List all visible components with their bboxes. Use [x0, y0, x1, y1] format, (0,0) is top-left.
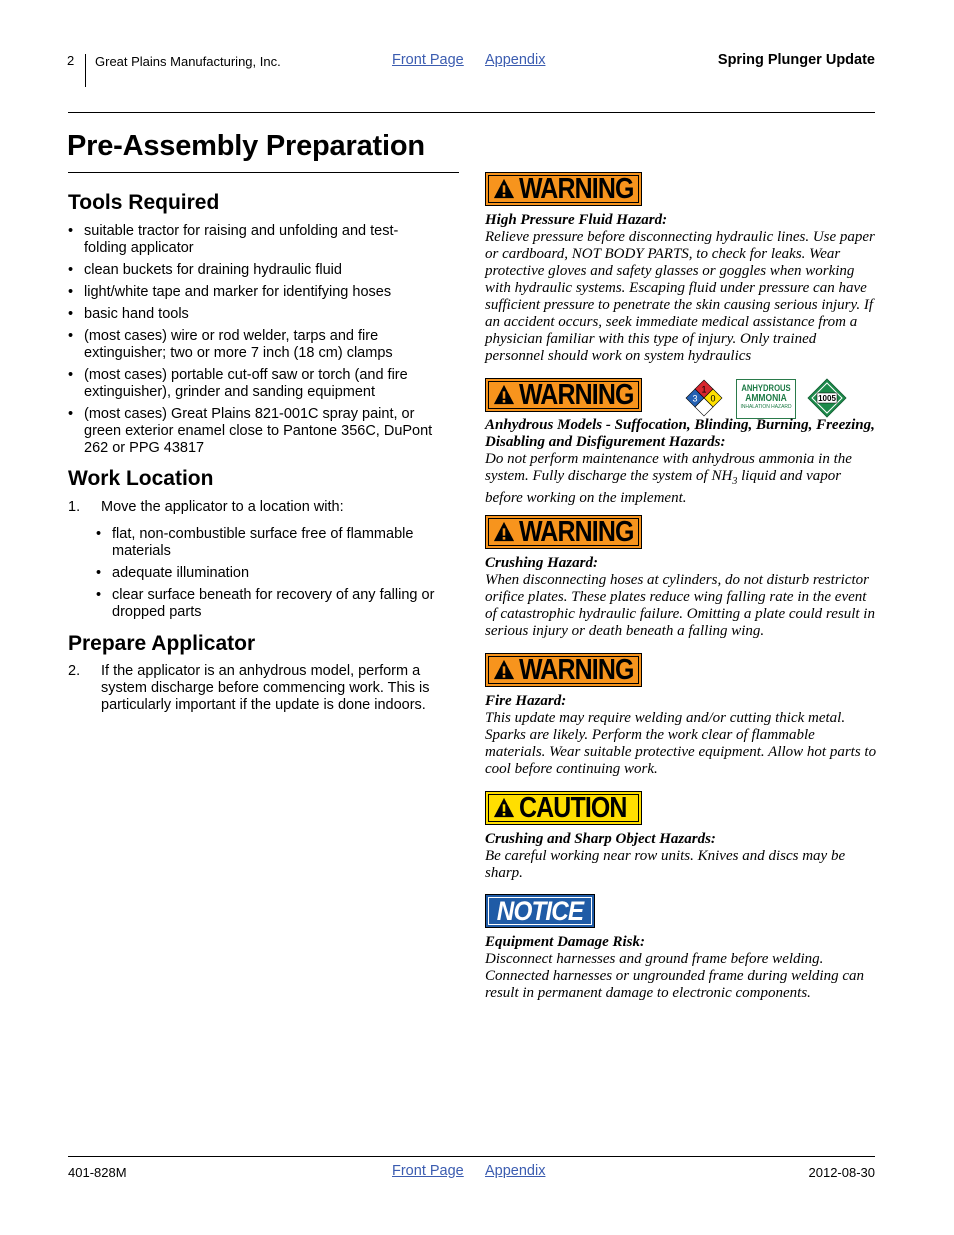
- nfpa-health: 3: [692, 393, 698, 404]
- warning-triangle-icon: [493, 659, 515, 681]
- step-1: [68, 499, 460, 516]
- caution-sign: [485, 791, 642, 825]
- sign-label: WARNING: [519, 378, 634, 411]
- warning-triangle-icon: [493, 384, 515, 406]
- warning-triangle-icon: [493, 797, 515, 819]
- sign-label: WARNING: [519, 653, 634, 686]
- document-title: Spring Plunger Update: [717, 52, 875, 68]
- list-item: • suitable tractor for raising and unfolding and test-folding applicator: [68, 223, 460, 257]
- warning-sign: [485, 653, 642, 687]
- list-item: • clean buckets for draining hydraulic fluid: [68, 262, 460, 279]
- notice-sign: [485, 894, 595, 928]
- list-item: • light/white tape and marker for identifying hoses: [68, 284, 460, 301]
- header-rule: [68, 112, 875, 113]
- list-item: • clear surface beneath for recovery of any falling or dropped parts: [96, 587, 460, 621]
- hazard-block: [485, 831, 877, 882]
- sign-label: WARNING: [519, 172, 634, 205]
- work-location-list: [96, 526, 460, 621]
- un-hazmat-placard-icon: [807, 378, 847, 418]
- placard-line: INHALATION HAZARD: [740, 404, 792, 410]
- sign-label: NOTICE: [496, 895, 584, 926]
- warning-triangle-icon: [493, 521, 515, 543]
- hazard-title: High Pressure Fluid Hazard:: [485, 212, 668, 228]
- left-column: [68, 191, 460, 714]
- company-name: Great Plains Manufacturing, Inc.: [95, 54, 281, 69]
- tools-heading: Tools Required: [68, 191, 220, 214]
- subscript: 3: [732, 476, 738, 487]
- step-text: Move the applicator to a location with:: [101, 499, 344, 515]
- header-appendix-link[interactable]: Appendix: [485, 52, 546, 68]
- step-number: 2.: [68, 663, 81, 679]
- prepare-applicator-heading: Prepare Applicator: [68, 632, 256, 655]
- un-number: 1005: [818, 394, 836, 403]
- footer-rule: [68, 1156, 875, 1157]
- step-text: If the applicator is an anhydrous model, perform a system discharge before commencing work. This is particularly important if the update is done indoors.: [101, 663, 430, 713]
- list-item: • (most cases) wire or rod welder, tarps and fire extinguisher; two or more 7 inch (18 cm) clamps: [68, 328, 460, 362]
- header-front-page-link[interactable]: Front Page: [392, 52, 464, 68]
- hazard-block: [485, 212, 877, 365]
- hazard-title: Crushing Hazard:: [485, 555, 598, 571]
- hazard-block: [485, 934, 877, 1002]
- page-number: 2: [67, 53, 75, 68]
- nfpa-reactivity: 0: [710, 393, 716, 404]
- header-divider: [85, 54, 86, 87]
- nfpa-diamond-icon: [685, 379, 723, 417]
- warning-sign: [485, 378, 642, 412]
- list-item: • basic hand tools: [68, 306, 460, 323]
- document-number: 401-828M: [68, 1165, 127, 1180]
- hazard-text: This update may require welding and/or cutting thick metal. Sparks are likely. Perform the work clear of flammable materials. Wear suitable protective equipment. Allow hot parts to cool before continuing work.: [485, 710, 877, 777]
- hazard-text: Relieve pressure before disconnecting hydraulic lines. Use paper or cardboard, NOT BODY PARTS, to check for leaks. Wear protective gloves and safety glasses or goggles when working with hydraulic systems. Escaping fluid under pressure can have sufficient pressure to penetrate the skin causing serious injury. If an accident occurs, seek immediate medical assistance from a physician familiar with this type of injury. Only trained personnel should work on system hydraulics: [485, 229, 875, 364]
- document-date: 2012-08-30: [808, 1165, 875, 1180]
- list-item: • (most cases) Great Plains 821-001C spray paint, or green exterior enamel close to Pantone 356C, DuPont 262 or PPG 43817: [68, 406, 460, 457]
- warning-triangle-icon: [493, 178, 515, 200]
- warning-sign: [485, 172, 642, 206]
- footer-front-page-link[interactable]: Front Page: [392, 1163, 464, 1179]
- step-number: 1.: [68, 499, 81, 515]
- list-item: • flat, non-combustible surface free of flammable materials: [96, 526, 460, 560]
- hazard-text-part: liquid and vapor before working on the implement.: [485, 468, 842, 506]
- hazard-title: Crushing and Sharp Object Hazards:: [485, 831, 716, 847]
- list-item: • adequate illumination: [96, 565, 460, 582]
- hazard-text: Disconnect harnesses and ground frame before welding. Connected harnesses or ungrounded frame during welding can result in permanent damage to electronic components.: [485, 951, 864, 1001]
- hazard-title: Anhydrous Models - Suffocation, Blinding, Burning, Freezing, Disabling and Disfigurement Hazards:: [485, 417, 875, 450]
- nfpa-flammability: 1: [701, 384, 707, 395]
- hazard-block: [485, 555, 877, 640]
- hazard-title: Fire Hazard:: [485, 693, 567, 709]
- hazard-block: [485, 417, 877, 507]
- step-2: [68, 663, 460, 714]
- page-title: Pre-Assembly Preparation: [67, 130, 425, 162]
- title-rule: [68, 172, 459, 173]
- hazard-title: Equipment Damage Risk:: [485, 934, 646, 950]
- list-item: • (most cases) portable cut-off saw or torch (and fire extinguisher), grinder and sanding equipment: [68, 367, 460, 401]
- hazard-text: When disconnecting hoses at cylinders, do not disturb restrictor orifice plates. These plates reduce wing falling rate in the event of catastrophic hydraulic failure. Omitting a plate could result in serious injury or death beneath a falling wing.: [485, 572, 875, 639]
- placard-line: AMMONIA: [745, 393, 787, 404]
- hazard-text-part: Do not perform maintenance with anhydrous ammonia in the system. Fully discharge the system of NH: [485, 451, 852, 484]
- sign-label: CAUTION: [519, 791, 627, 824]
- work-location-heading: Work Location: [68, 467, 214, 490]
- warning-sign: [485, 515, 642, 549]
- anhydrous-ammonia-placard: [736, 379, 796, 419]
- hazard-text: Be careful working near row units. Knives and discs may be sharp.: [485, 848, 846, 881]
- tools-list: [68, 223, 460, 457]
- hazard-text: [485, 451, 877, 507]
- placard-line: ANHYDROUS: [741, 383, 791, 393]
- footer-appendix-link[interactable]: Appendix: [485, 1163, 546, 1179]
- sign-label: WARNING: [519, 515, 634, 548]
- hazard-block: [485, 693, 877, 778]
